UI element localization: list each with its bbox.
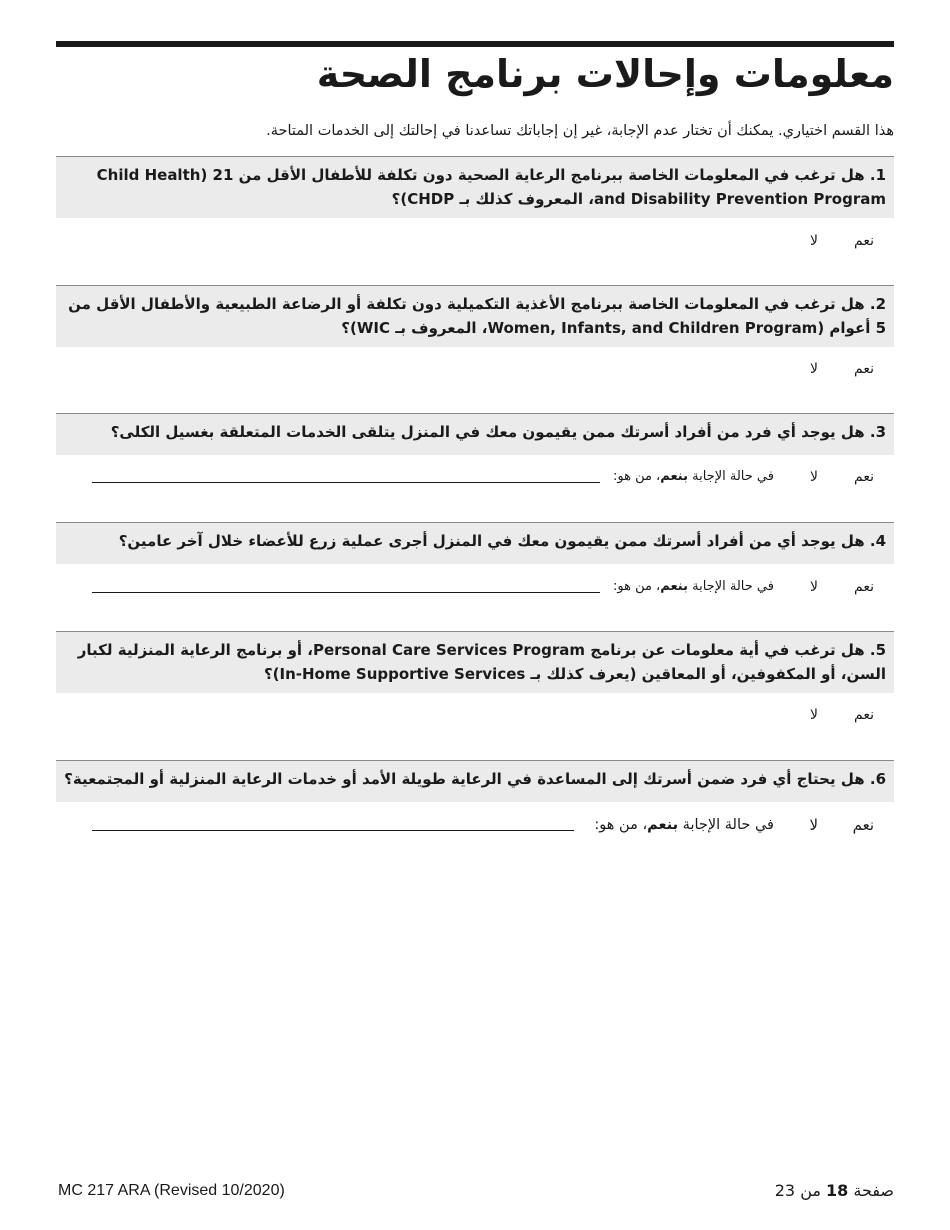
answer-row-4 bbox=[56, 576, 894, 598]
answer-row-6 bbox=[56, 814, 894, 836]
question-number: 4. bbox=[869, 532, 886, 550]
question-text: هل ترغب في المعلومات الخاصة ببرنامج الرعاية الصحية دون تكلفة للأطفال الأقل من 21 (Child Health and Disability Prevention Program، المعروف كذلك بـ CHDP)؟ bbox=[96, 166, 886, 208]
intro-text: هذا القسم اختياري. يمكنك أن تختار عدم الإجابة، غير إن إجاباتك تساعدنا في إحالتك إلى الخدمات المتاحة. bbox=[266, 123, 894, 139]
no-option[interactable]: لا bbox=[810, 707, 818, 723]
form-page bbox=[56, 0, 894, 1230]
no-option[interactable]: لا bbox=[810, 233, 818, 249]
question-5 bbox=[56, 631, 894, 693]
page-title: معلومات وإحالات برنامج الصحة bbox=[316, 52, 894, 96]
question-number: 2. bbox=[869, 295, 886, 313]
who-input-line[interactable] bbox=[92, 592, 600, 593]
question-1 bbox=[56, 156, 894, 218]
yes-option[interactable]: نعم bbox=[854, 579, 874, 595]
yes-option[interactable]: نعم bbox=[854, 233, 874, 249]
question-text: هل ترغب في المعلومات الخاصة ببرنامج الأغذية التكميلية دون تكلفة أو الرضاعة الطبيعية والأطفال الأقل من 5 أعوام (Women, Infants, and Children Program، المعروف بـ WIC)؟ bbox=[68, 295, 886, 337]
question-6 bbox=[56, 760, 894, 802]
answer-row-5 bbox=[56, 704, 894, 726]
question-text: هل يوجد أي من أفراد أسرتك ممن يقيمون معك في المنزل أجرى عملية زرع للأعضاء خلال آخر عامين؟ bbox=[118, 532, 865, 550]
no-option[interactable]: لا bbox=[810, 469, 818, 485]
answer-row-3 bbox=[56, 466, 894, 488]
question-number: 3. bbox=[869, 423, 886, 441]
question-3 bbox=[56, 413, 894, 455]
question-text: هل يوجد أي فرد من أفراد أسرتك ممن يقيمون معك في المنزل يتلقى الخدمات المتعلقة بغسيل الكلى؟ bbox=[110, 423, 865, 441]
question-text: هل يحتاج أي فرد ضمن أسرتك إلى المساعدة في الرعاية طويلة الأمد أو خدمات الرعاية المنزلية أو المجتمعية؟ bbox=[64, 770, 865, 788]
yes-option[interactable]: نعم bbox=[852, 816, 874, 834]
answer-row-1 bbox=[56, 230, 894, 252]
question-number: 5. bbox=[869, 641, 886, 659]
question-text: هل ترغب في أية معلومات عن برنامج Personal Care Services Program، أو برنامج الرعاية المنزلية لكبار السن، أو المكفوفين، أو المعاقين (يعرف كذلك بـ In-Home Supportive Services)؟ bbox=[77, 641, 886, 683]
who-input-line[interactable] bbox=[92, 830, 574, 831]
page-number: صفحة 18 من 23 bbox=[774, 1181, 894, 1200]
question-4 bbox=[56, 522, 894, 564]
yes-option[interactable]: نعم bbox=[854, 707, 874, 723]
no-option[interactable]: لا bbox=[810, 361, 818, 377]
question-number: 1. bbox=[869, 166, 886, 184]
follow-up-label: في حالة الإجابة بنعم، من هو: bbox=[612, 469, 774, 484]
answer-row-2 bbox=[56, 358, 894, 380]
question-number: 6. bbox=[869, 770, 886, 788]
follow-up-label: في حالة الإجابة بنعم، من هو: bbox=[594, 817, 774, 833]
no-option[interactable]: لا bbox=[810, 579, 818, 595]
question-2 bbox=[56, 285, 894, 347]
who-input-line[interactable] bbox=[92, 482, 600, 483]
yes-option[interactable]: نعم bbox=[854, 469, 874, 485]
follow-up-label: في حالة الإجابة بنعم، من هو: bbox=[612, 579, 774, 594]
form-id: MC 217 ARA (Revised 10/2020) bbox=[58, 1182, 285, 1199]
yes-option[interactable]: نعم bbox=[854, 361, 874, 377]
no-option[interactable]: لا bbox=[809, 816, 818, 834]
top-rule bbox=[56, 41, 894, 47]
